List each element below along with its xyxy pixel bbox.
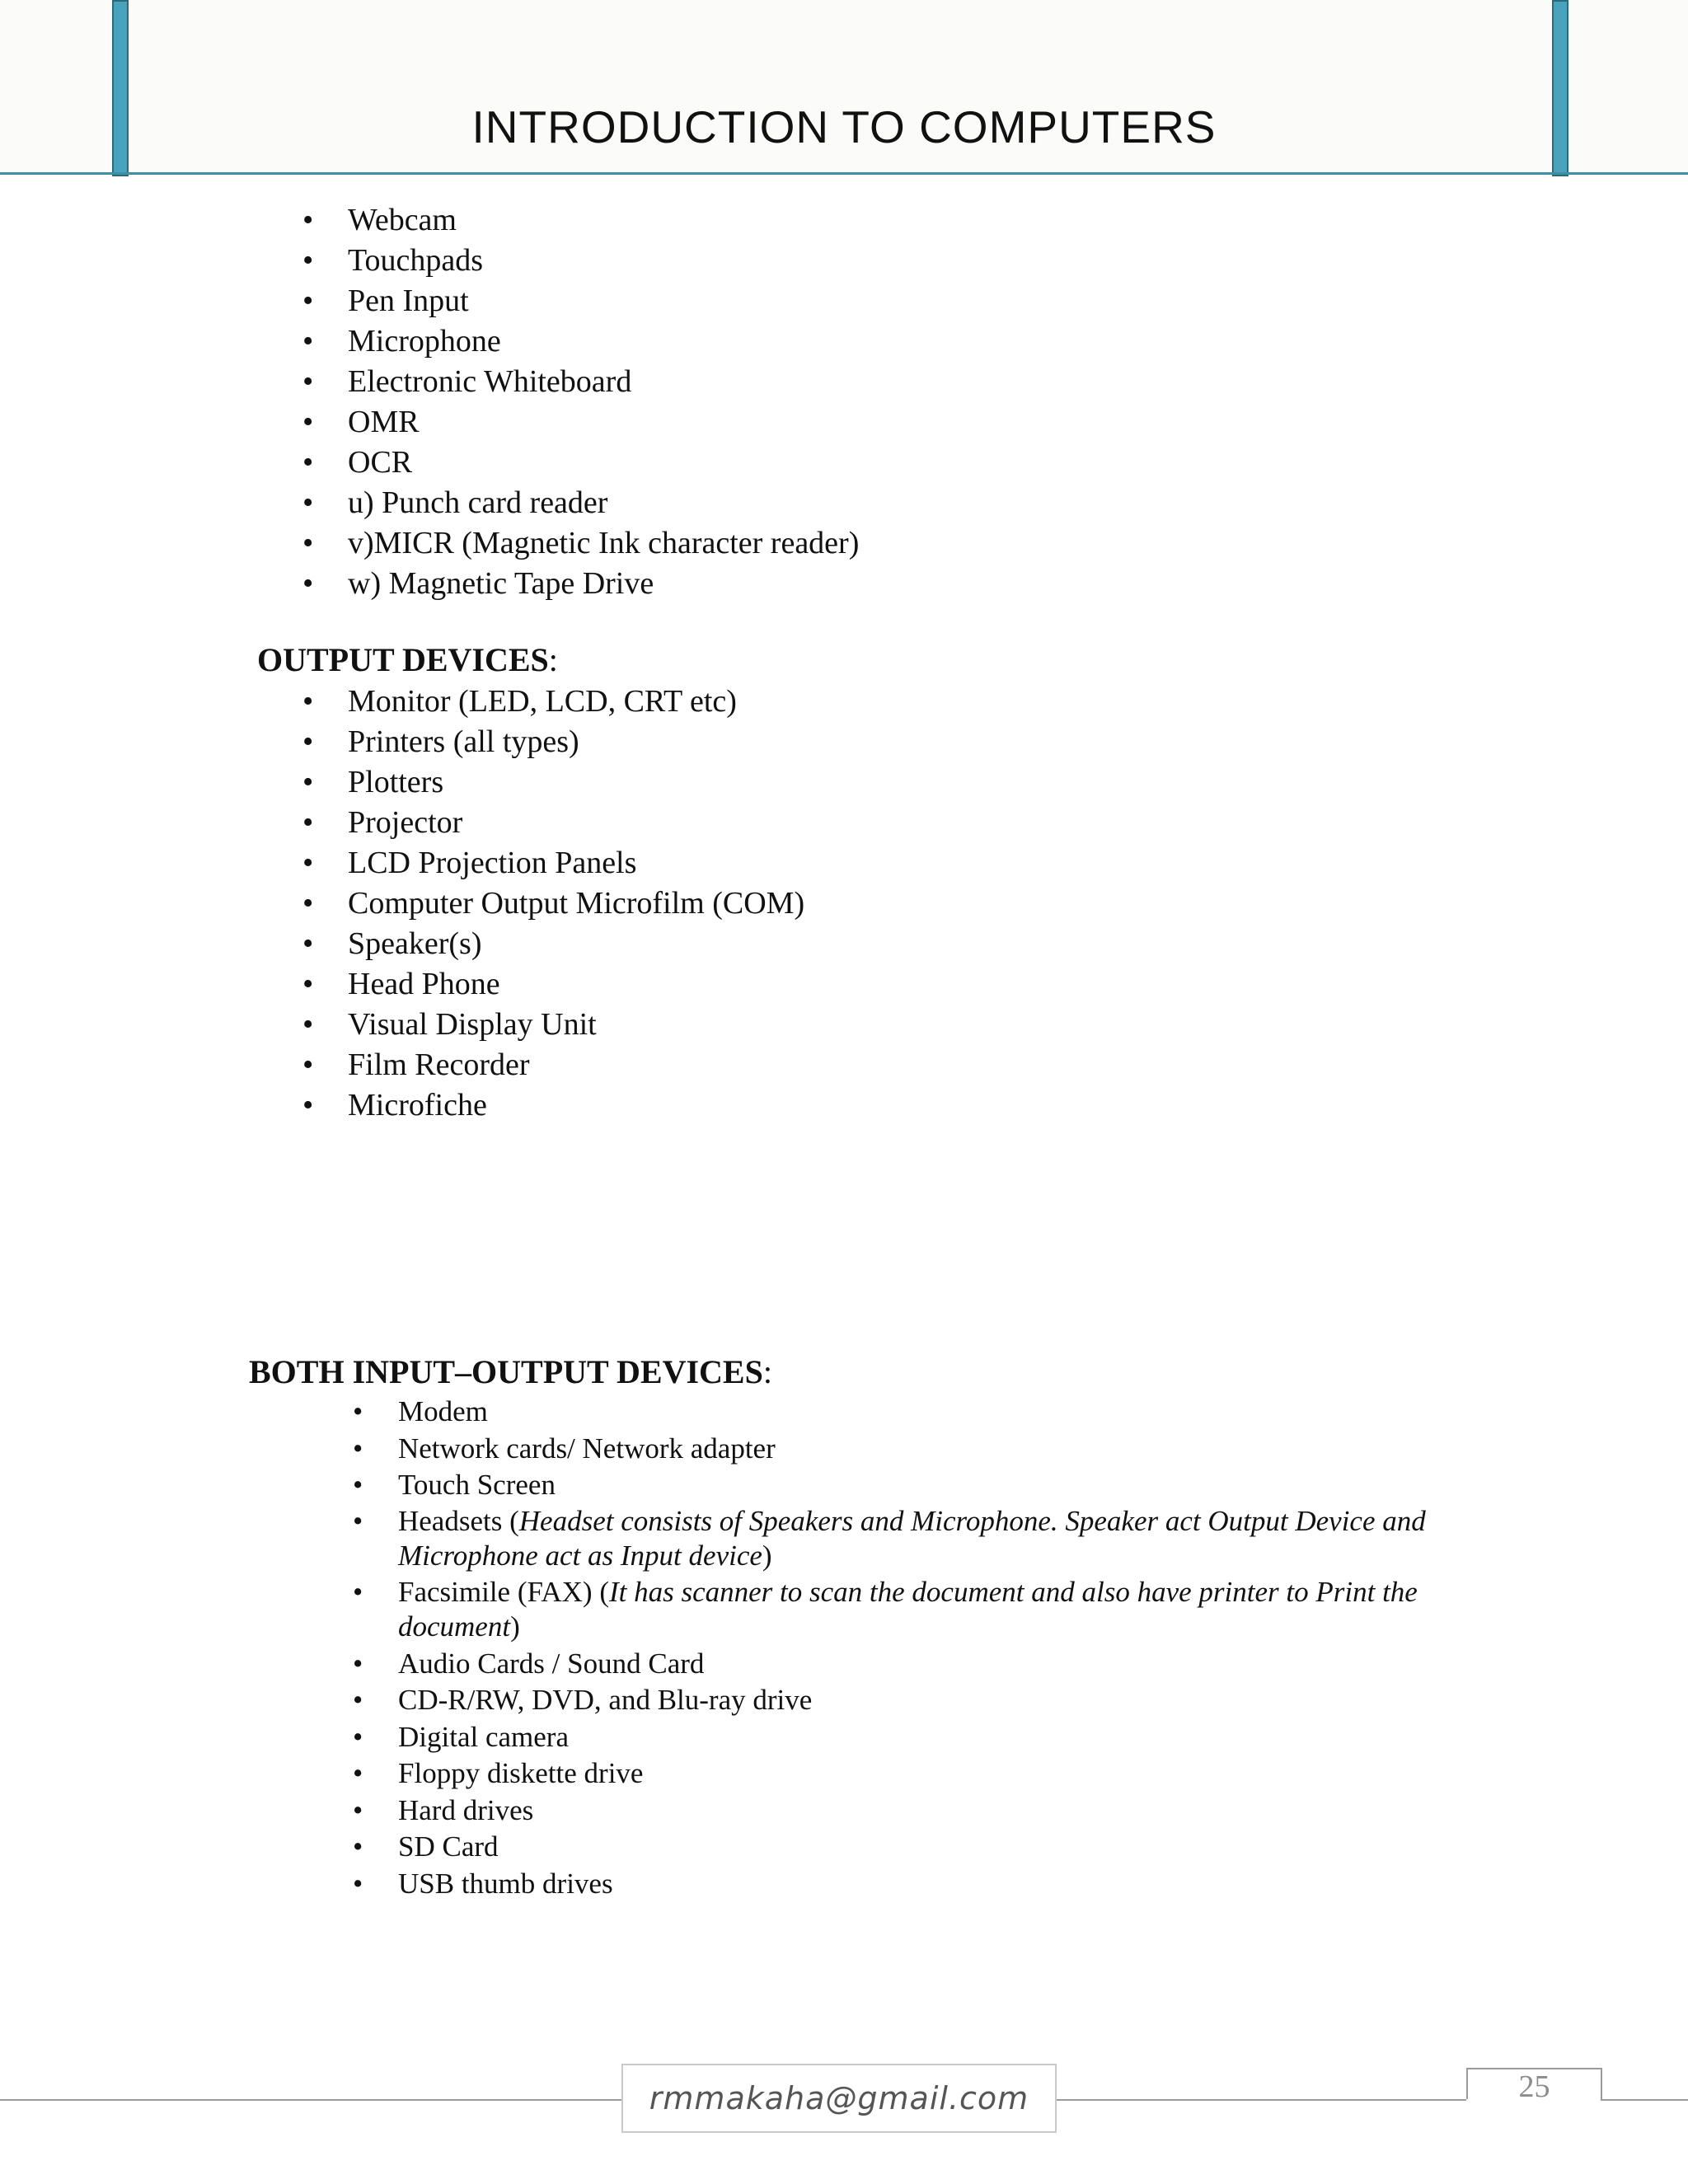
list-item: • Hard drives xyxy=(353,1793,1457,1830)
item-note: It has scanner to scan the document and also have printer to Print the document xyxy=(398,1575,1418,1643)
input-devices-list xyxy=(302,200,859,604)
list-item: • CD-R/RW, DVD, and Blu-ray drive xyxy=(353,1682,1457,1719)
list-item: • Monitor (LED, LCD, CRT etc) xyxy=(302,682,804,722)
list-item: • Microfiche xyxy=(302,1085,804,1126)
footer-email: rmmakaha@gmail.com xyxy=(621,2064,1057,2133)
footer-rule-right xyxy=(1601,2099,1688,2101)
list-item: • Network cards/ Network adapter xyxy=(353,1431,1457,1468)
list-item: • Audio Cards / Sound Card xyxy=(353,1646,1457,1683)
list-item: • Digital camera xyxy=(353,1719,1457,1756)
list-item-facsimile: • Facsimile (FAX) (It has scanner to scan the document and also have printer to Print the document) xyxy=(353,1575,1457,1646)
list-item: • Visual Display Unit xyxy=(302,1005,804,1045)
list-item: • u) Punch card reader xyxy=(302,483,859,523)
both-devices-list xyxy=(353,1394,1457,1902)
both-devices-heading: BOTH INPUT–OUTPUT DEVICES: xyxy=(249,1353,772,1390)
list-item: • Head Phone xyxy=(302,964,804,1005)
list-item: • LCD Projection Panels xyxy=(302,843,804,883)
list-item: • SD Card xyxy=(353,1829,1457,1866)
list-item: • USB thumb drives xyxy=(353,1866,1457,1903)
list-item: • Webcam xyxy=(302,200,859,241)
header-rule xyxy=(0,172,1688,175)
list-item: • v)MICR (Magnetic Ink character reader) xyxy=(302,523,859,564)
list-item-headsets: • Headsets (Headset consists of Speakers and Microphone. Speaker act Output Device and Microphone act as Input device) xyxy=(353,1504,1457,1575)
list-item: • Modem xyxy=(353,1394,1457,1431)
list-item: • Speaker(s) xyxy=(302,924,804,964)
list-item: • Film Recorder xyxy=(302,1045,804,1085)
footer-rule-middle xyxy=(1057,2099,1466,2101)
output-devices-heading: OUTPUT DEVICES: xyxy=(257,641,558,678)
list-item: • Plotters xyxy=(302,762,804,803)
item-note: Headset consists of Speakers and Microphone. Speaker act Output Device and Microphone act as Input device xyxy=(398,1504,1426,1572)
footer-rule-left xyxy=(0,2099,621,2101)
list-item: • Computer Output Microfilm (COM) xyxy=(302,883,804,924)
list-item: • Printers (all types) xyxy=(302,722,804,762)
list-item: • Floppy diskette drive xyxy=(353,1755,1457,1793)
item-label: Headsets xyxy=(398,1504,503,1537)
list-item: • Electronic Whiteboard xyxy=(302,362,859,402)
list-item: • Microphone xyxy=(302,321,859,362)
list-item: • Projector xyxy=(302,803,804,843)
list-item: • Pen Input xyxy=(302,281,859,321)
list-item: • OCR xyxy=(302,443,859,483)
page-number: 25 xyxy=(1518,2069,1550,2104)
item-label: Facsimile (FAX) xyxy=(398,1575,593,1608)
list-item: • OMR xyxy=(302,402,859,443)
list-item: • w) Magnetic Tape Drive xyxy=(302,564,859,604)
list-item: • Touch Screen xyxy=(353,1467,1457,1504)
output-devices-list xyxy=(302,682,804,1126)
list-item: • Touchpads xyxy=(302,241,859,281)
page-title: INTRODUCTION TO COMPUTERS xyxy=(471,101,1217,152)
